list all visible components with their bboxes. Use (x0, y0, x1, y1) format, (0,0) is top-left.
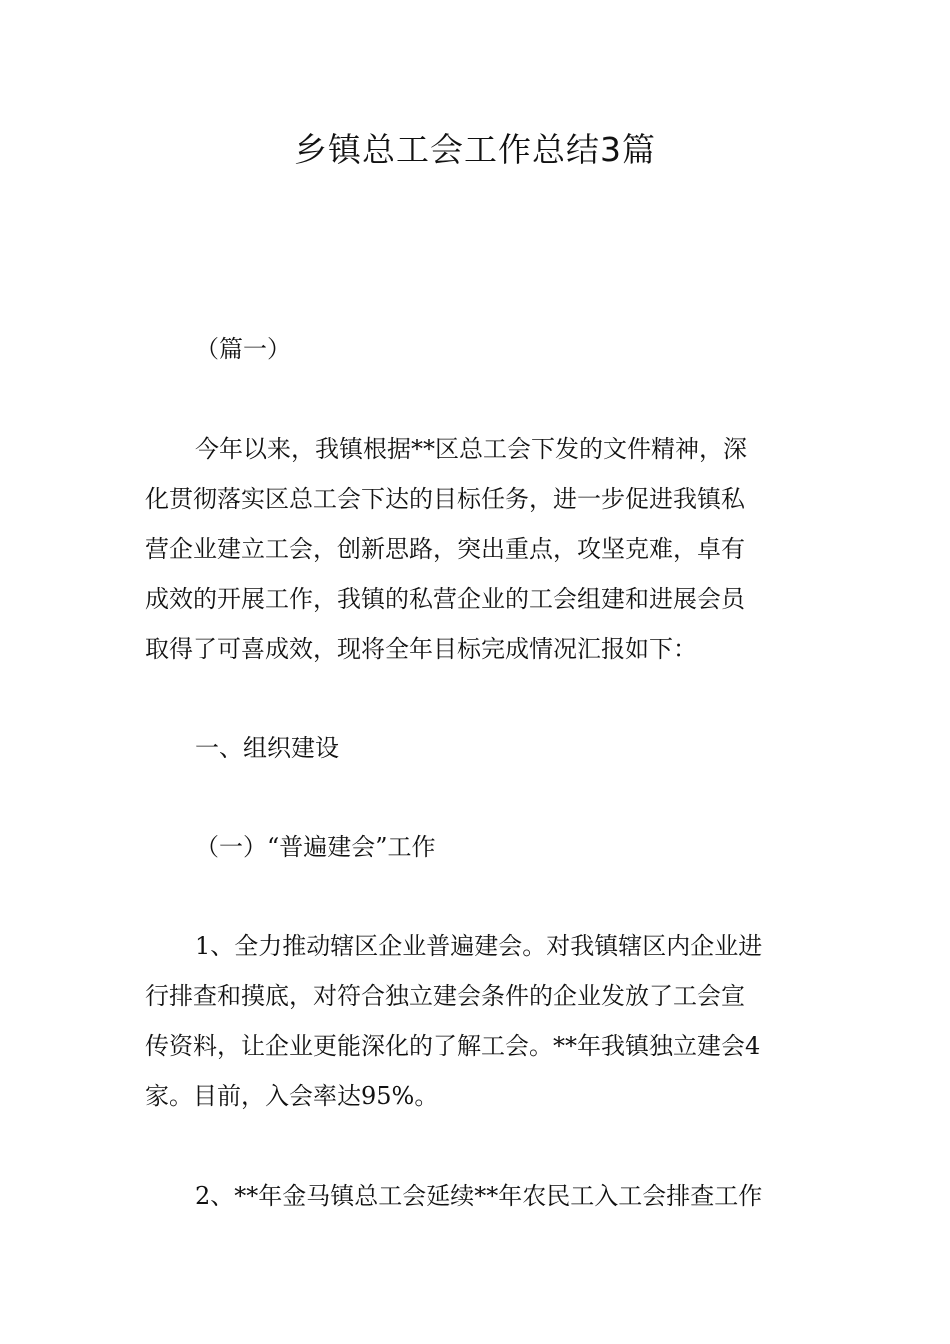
paragraph-line: 行排查和摸底，对符合独立建会条件的企业发放了工会宣 (145, 982, 745, 1010)
item-2-paragraph: 2、**年金马镇总工会延续**年农民工入工会排查工作 (195, 1182, 763, 1210)
document-title: 乡镇总工会工作总结3篇 (294, 130, 656, 169)
paragraph-line: 化贯彻落实区总工会下达的目标任务，进一步促进我镇私 (145, 485, 745, 513)
paragraph-line: 取得了可喜成效，现将全年目标完成情况汇报如下： (145, 635, 697, 663)
item-1-paragraph (145, 921, 815, 1121)
paragraph-line: 传资料，让企业更能深化的了解工会。**年我镇独立建会4 (145, 1032, 761, 1060)
paragraph-line: 家。目前，入会率达95%。 (145, 1082, 439, 1110)
section-heading: 一、组织建设 (195, 734, 339, 762)
paragraph-line: 今年以来，我镇根据**区总工会下发的文件精神，深 (195, 435, 747, 463)
paragraph-line: 1、全力推动辖区企业普遍建会。对我镇辖区内企业进 (195, 932, 763, 960)
part-label: （篇一） (195, 335, 291, 363)
subsection-heading: （一）“普遍建会”工作 (195, 833, 436, 861)
intro-paragraph (145, 424, 815, 674)
paragraph-line: 成效的开展工作，我镇的私营企业的工会组建和进展会员 (145, 585, 745, 613)
paragraph-line: 营企业建立工会，创新思路，突出重点，攻坚克难，卓有 (145, 535, 745, 563)
